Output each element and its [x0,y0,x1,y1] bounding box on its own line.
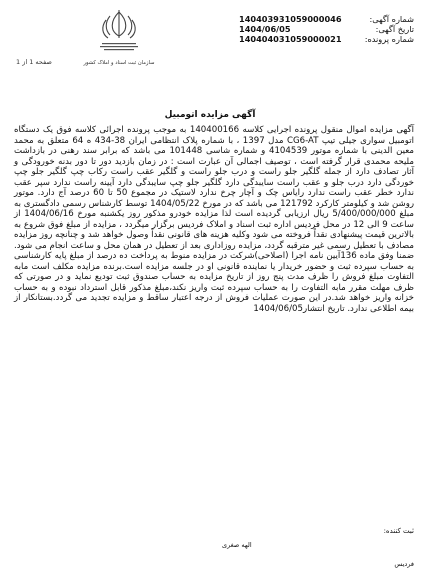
organization-logo [80,6,158,74]
date-row [239,24,414,34]
ad-number-label: شماره آگهی: [369,14,414,24]
ad-number-value: 140403931059000046 [239,14,342,24]
page-number: صفحه 1 از 1 [16,58,52,66]
file-number-value: 140404031059000021 [239,34,342,45]
document-title: آگهی مزایده اتومبیل [164,110,256,120]
body-paragraph: آگهی مزایده اموال منقول پرونده اجرایی کلاسه 140400166 به موجب پرونده اجرائی کلاسه فوق یک دستگاه اتومبیل سواری جیلی تیپ CG6-AT مدل 1397 ، با شماره پلاک انتظامی ایران 38-434 ه 64 متعلق به محمد معین الدینی با شماره موتور 4104539 و شماره شاسی 101448 می باشد که برابر سند رهنی در بازداشت ملیحه محمدی قرار گرفته است ، توصیف اجمالی آن عبارت است : در زمان بازدید دور تا دور بدنه خورودگی و آثار تصادف دارد از جمله گلگیر جلو راست و درب جلو راست و گلگیر عقب راست رکاب چپ گلگیر جلو چپ خوردگی دارد درب جلو و عقب راست سایبدگی دارد گلگیر جلو چپ سایبدگی دارد آیینه راست ندارد سپر عقب ندارد خطر عقب راست ندارد رایاس چک و آچار چرخ ندارد لاستیک در مجموع 50 تا 60 درصد آج دارد. موتور روشن شد و کیلومتر کارکرد 121792 می باشد که در مورخ 1404/05/22 توسط کارشناس رسمی دادگستری به مبلغ 5/400/000/000 ریال ارزیابی گردیده است لذا مزایده خودرو مذکور روز یکشنبه مورخ 1404/06/16 از ساعت 9 الی 12 در محل فردیس اداره ثبت اسناد و املاک فردیس برگزار میگردد ، مزایده از مبلغ فوق شروع به بالاترین قیمت پیشنهادی نقداً فروخته می شود وکلیه هزینه های قانونی نقداً وصول خواهد شد و چنانچه روز مزایده مصادف با تعطیل رسمی غیر مترقبه گردد، مزایده روزاداری بعد از تعطیل در همان محل و ساعت انجام می شود. ضمنا وفق ماده 136آیین نامه اجرا (اصلاحی)شرکت در مزایده منوط به پرداخت ده درصد از مبلغ پایه کارشناسی به حساب سپرده ثبت و حضور خریدار یا نماینده قانونی او در جلسه مزایده است.برنده مزایده مکلف است مابه التفاوت مبلغ فروش را ظرف مدت پنج روز از تاریخ مزایده به حساب صندوق ثبت تودیع نماید و در صورتی که ظرف مهلت مقرر مابه التفاوت را به حساب سپرده ثبت واریز نکند،مبلغ مذکور قابل استرداد نبوده و به حساب خزانه واریز خواهد شد.در این صورت عملیات فروش از درجه اعتبار ساقط و مزایده تجدید می گردد.بستانکار از بیمه اطلاعی ندارد. تاریخ انتشار1404/06/05 [14,125,415,314]
registrar-name: الهه صغری [222,541,252,549]
logo-text: سازمان ثبت اسناد و املاک کشور [83,60,155,66]
body-text [14,125,414,314]
date-label: تاریخ آگهی: [375,24,414,35]
registrar-place: فردیس [394,560,414,568]
registrar-label: ثبت کننده: [383,527,414,535]
ad-number-row [239,14,414,24]
emblem-icon [80,6,158,74]
date-value: 1404/06/05 [239,24,291,35]
header-info [239,14,414,45]
file-number-label: شماره پرونده: [364,34,414,45]
file-number-row [239,34,414,44]
